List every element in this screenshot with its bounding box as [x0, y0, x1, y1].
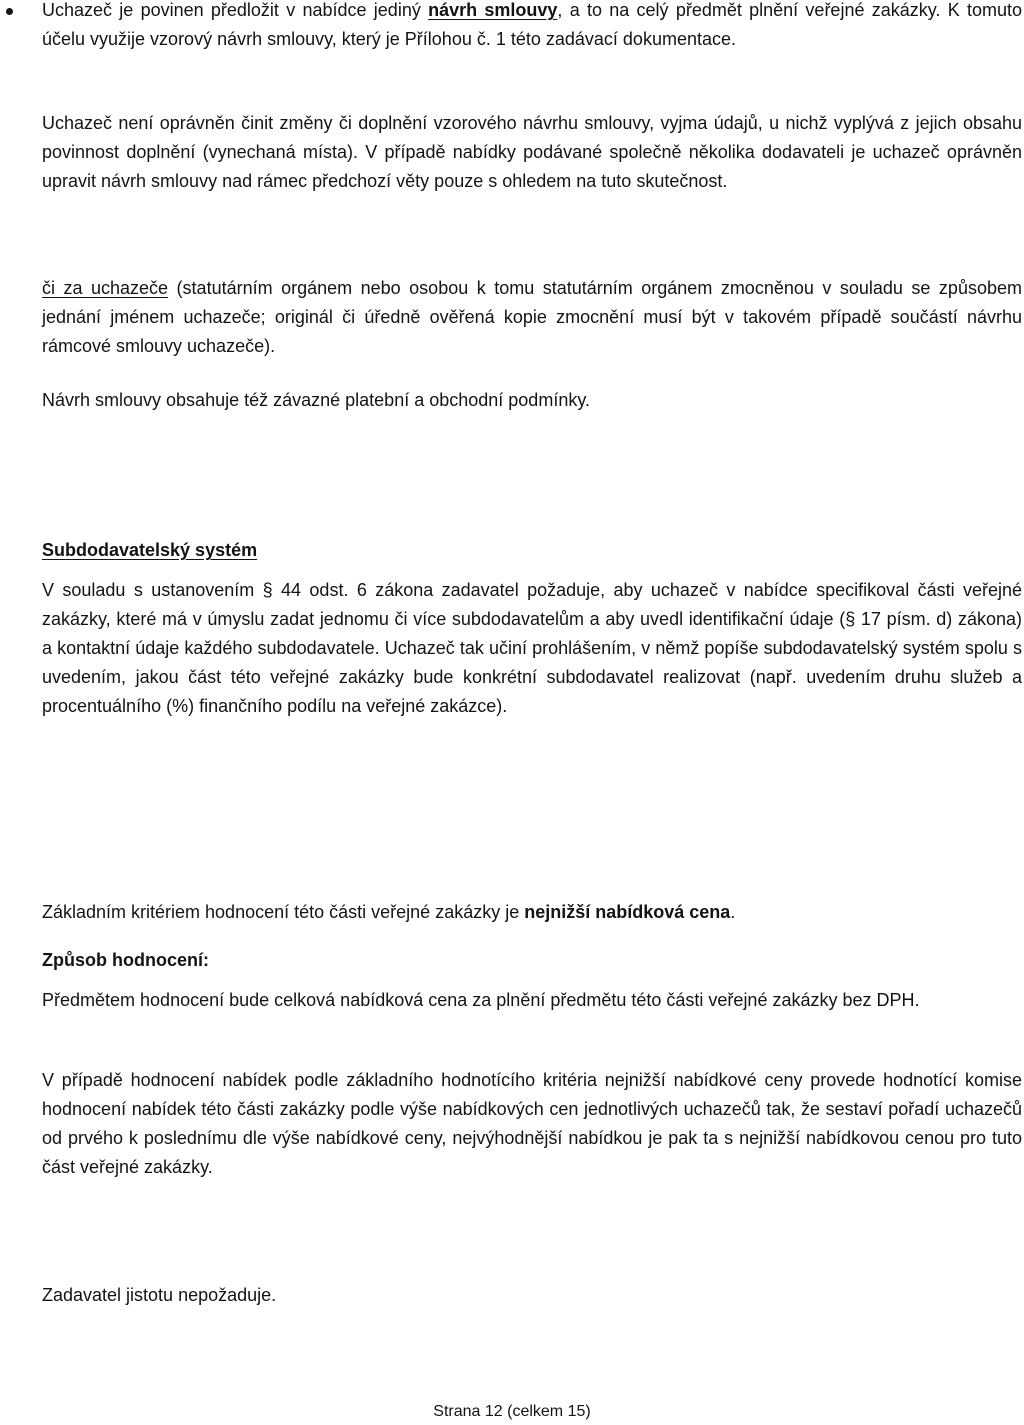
deposit-paragraph: Zadavatel jistotu nepožaduje.	[42, 1285, 277, 1305]
subcontract-heading: Subdodavatelský systém	[42, 540, 258, 560]
contract-changes-paragraph: Uchazeč není oprávněn činit změny či doplnění vzorového návrhu smlouvy, vyjma údajů, u nichž vyplývá z jejich obsahu povinnost doplnění (vynechaná místa). V případě nabídky podávané společně několika dodavateli je uchazeč oprávněn upravit návrh smlouvy nad rámec předchozí věty pouze s ohledem na tuto skutečnost.	[42, 113, 1022, 191]
bullet-icon	[6, 0, 26, 25]
bullet-paragraph	[42, 0, 1022, 54]
evaluation-method-heading: Způsob hodnocení:	[42, 950, 209, 970]
contract-terms-paragraph: Návrh smlouvy obsahuje též závazné platební a obchodní podmínky.	[42, 390, 590, 410]
contract-draft-emphasis: návrh smlouvy	[428, 0, 558, 20]
subcontract-heading-block	[42, 536, 1022, 565]
evaluation-subject-paragraph: Předmětem hodnocení bude celková nabídková cena za plnění předmětu této části veřejné zakázky bez DPH.	[42, 990, 920, 1010]
evaluation-criterion-paragraph: Základním kritériem hodnocení této části veřejné zakázky je nejnižší nabídková cena.	[42, 902, 736, 922]
subcontract-paragraph: V souladu s ustanovením § 44 odst. 6 zákona zadavatel požaduje, aby uchazeč v nabídce specifikoval části veřejné zakázky, které má v úmyslu zadat jednomu či více subdodavatelům a aby uvedl identifikační údaje (§ 17 písm. d) zákona) a kontaktní údaje každého subdodavatele. Uchazeč tak učiní prohlášením, v němž popíše subdodavatelský systém spolu s uvedením, jakou část této veřejné zakázky bude konkrétní subdodavatel realizovat (např. uvedením druhu služeb a procentuálního (%) finančního podílu na veřejné zakázce).	[42, 580, 1022, 716]
signature-lead: či za uchazeče	[42, 278, 169, 298]
contract-signature-paragraph: či za uchazeče (statutárním orgánem nebo osobou k tomu statutárním orgánem zmocněnou v souladu se způsobem jednání jménem uchazeče; originál či úředně ověřená kopie zmocnění musí být v takovém případě součástí návrhu rámcové smlouvy uchazeče).	[42, 278, 1022, 356]
page-number-footer: Strana 12 (celkem 15)	[433, 1403, 591, 1420]
evaluation-method-paragraph: V případě hodnocení nabídek podle základního hodnotícího kritéria nejnižší nabídkové ceny provede hodnotící komise hodnocení nabídek této části zakázky podle výše nabídkových cen jednotlivých uchazečů tak, že sestaví pořadí uchazečů od prvého k poslednímu dle výše nabídkové ceny, nejvýhodnější nabídkou je pak ta s nejnižší nabídkovou cenou pro tuto část veřejné zakázky.	[42, 1070, 1022, 1177]
evaluation-method-heading-block	[42, 946, 1022, 975]
lowest-price-emphasis: nejnižší nabídková cena	[524, 902, 731, 922]
offer-contract-text: Uchazeč je povinen předložit v nabídce jediný návrh smlouvy, a to na celý předmět plnění veřejné zakázky. K tomuto účelu využije vzorový návrh smlouvy, který je Přílohou č. 1 této zadávací dokumentace.	[42, 0, 1022, 49]
